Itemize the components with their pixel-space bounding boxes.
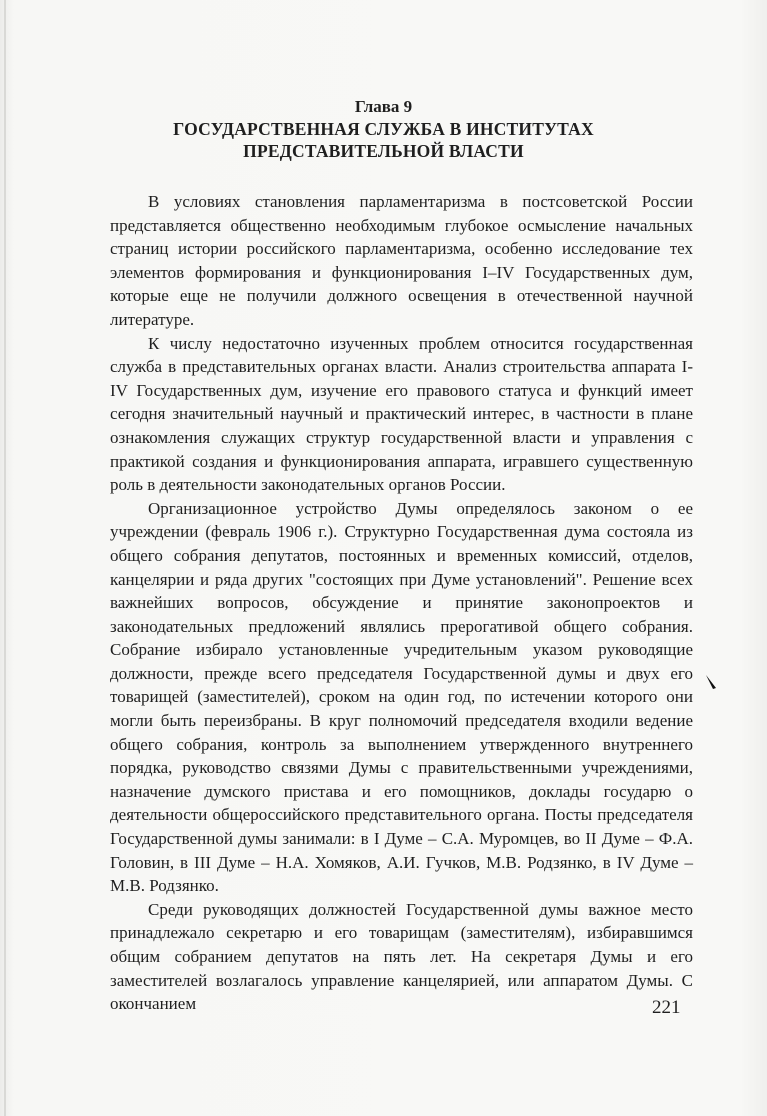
chapter-heading bbox=[0, 96, 767, 162]
page-edge-shadow bbox=[4, 0, 6, 1116]
paragraph-3: Организационное устройство Думы определялось законом о ее учреждении (февраль 1906 г.). Структурно Государственная дума состояла из общего собрания депутатов, постоянных и временных комиссий, отделов, канцелярии и ряда других "состоящих при Думе установлений". Решение всех важнейших вопросов, обсуждение и принятие законопроектов и законодательных предложений являлись прерогативой общего собрания. Собрание избирало установленные учредительным указом руководящие должности, прежде всего председателя Государственной думы и двух его товарищей (заместителей), сроком на один год, по истечении которого они могли быть переизбраны. В круг полномочий председателя входили ведение общего собрания, контроль за выполнением утвержденного внутреннего порядка, руководство связями Думы с правительственными учреждениями, назначение думского пристава и его помощников, доклады государю о деятельности общероссийского представительного органа. Посты председателя Государственной думы занимали: в I Думе – С.А. Муромцев, во II Думе – Ф.А. Головин, в III Думе – Н.А. Хомяков, А.И. Гучков, М.В. Родзянко, в IV Думе – М.В. Родзянко. bbox=[110, 498, 693, 896]
page-number: 221 bbox=[652, 997, 681, 1018]
body-text bbox=[110, 190, 693, 1016]
chapter-label: Глава 9 bbox=[354, 97, 413, 116]
paragraph-4: Среди руководящих должностей Государственной думы важное место принадлежало секретарю и его товарищам (заместителям), избиравшимся общим собранием депутатов на пять лет. На секретаря Думы и его заместителей возлагалось управление канцелярией, или аппаратом Думы. С окончанием bbox=[110, 899, 693, 1014]
chapter-title-line-2: ПРЕДСТАВИТЕЛЬНОЙ ВЛАСТИ bbox=[243, 141, 524, 161]
margin-pencil-mark-icon bbox=[703, 673, 721, 691]
paragraph-1: В условиях становления парламентаризма в постсоветской России представляется общественно необходимым глубокое осмысление начальных страниц истории российского парламентаризма, особенно исследование тех элементов формирования и функционирования I–IV Государственных дум, которые еще не получили должного освещения в отечественной научной литературе. bbox=[110, 192, 693, 329]
paragraph-2: К числу недостаточно изученных проблем относится государственная служба в представительных органах власти. Анализ строительства аппарата I-IV Государственных дум, изучение его правового статуса и функций имеет сегодня значительный научный и практический интерес, в частности в плане ознакомления служащих структур государственной власти и управления с практикой создания и функционирования аппарата, игравшего существенную роль в деятельности законодательных органов России. bbox=[110, 333, 693, 495]
chapter-title-line-1: ГОСУДАРСТВЕННАЯ СЛУЖБА В ИНСТИТУТАХ bbox=[173, 119, 594, 139]
